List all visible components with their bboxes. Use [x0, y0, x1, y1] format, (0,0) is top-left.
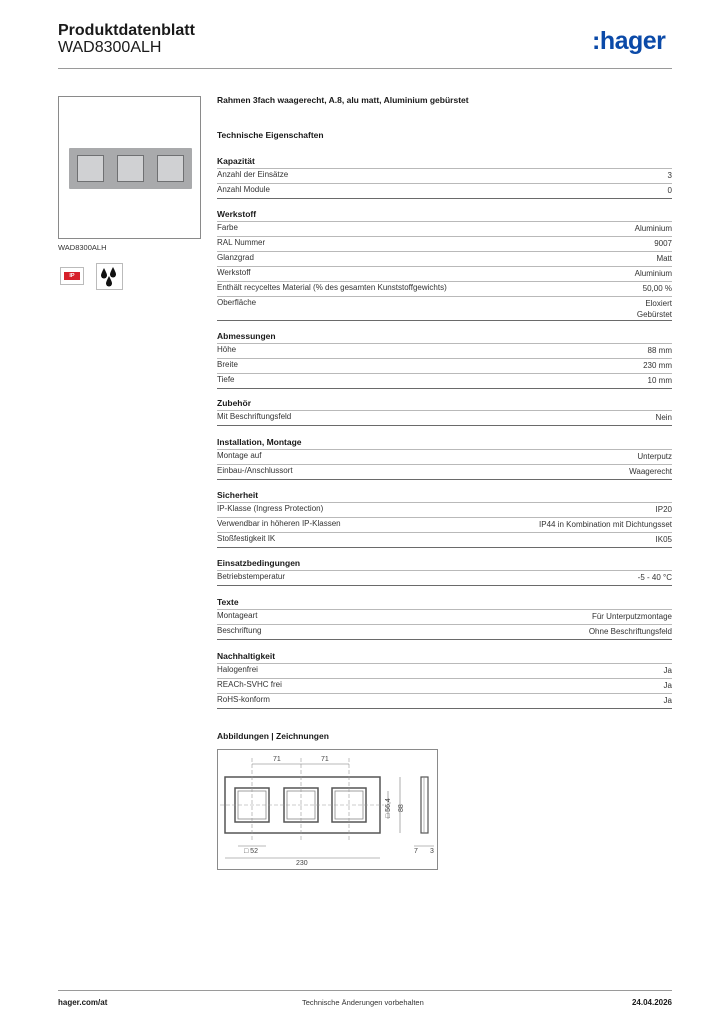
spec-value: IK05 — [655, 535, 672, 544]
spec-label: Enthält recyceltes Material (% des gesamten Kunststoffgewichts) — [217, 283, 447, 292]
frame-outline — [225, 777, 380, 833]
footer-website-link[interactable]: hager.com/at — [58, 998, 108, 1007]
section-title: Zubehör — [217, 398, 251, 408]
spec-value: Ja — [663, 696, 672, 705]
product-code: WAD8300ALH — [58, 39, 162, 56]
frame-illustration — [69, 148, 192, 189]
spec-row — [217, 221, 672, 236]
spec-value: Matt — [656, 254, 672, 263]
spec-value: 9007 — [654, 239, 672, 248]
spec-value: IP20 — [655, 505, 672, 514]
hager-logo: :hager — [592, 27, 666, 55]
spec-value: Für Unterputzmontage — [591, 612, 672, 621]
spec-row — [217, 624, 672, 639]
spec-label: Breite — [217, 360, 238, 369]
spec-label: IP-Klasse (Ingress Protection) — [217, 504, 324, 513]
section-title: Texte — [217, 597, 239, 607]
spec-value: Ohne Beschriftungsfeld — [588, 627, 672, 636]
section-divider — [217, 639, 672, 640]
frame-opening-1 — [77, 155, 104, 182]
spec-value: Ja — [663, 681, 672, 690]
section-title: Kapazität — [217, 156, 255, 166]
spec-value: Ja — [663, 666, 672, 675]
section-divider — [217, 547, 672, 548]
spec-label: Werkstoff — [217, 268, 251, 277]
section-title: Abmessungen — [217, 331, 276, 341]
spec-value: Aluminium — [634, 269, 672, 278]
frame-opening-2 — [117, 155, 144, 182]
spec-value: Nein — [655, 413, 672, 422]
spec-label: Höhe — [217, 345, 237, 354]
dimension-drawing — [217, 749, 438, 870]
spec-row — [217, 281, 672, 296]
header-divider — [58, 68, 672, 69]
spec-label: Glanzgrad — [217, 253, 254, 262]
spec-value: 230 mm — [643, 361, 672, 370]
spec-row — [217, 296, 672, 320]
spec-value: 3 — [667, 171, 672, 180]
spec-row — [217, 663, 672, 678]
spec-row — [217, 517, 672, 532]
spec-label: REACh-SVHC frei — [217, 680, 282, 689]
spec-label: RoHS-konform — [217, 695, 270, 704]
drawing-title: Abbildungen | Zeichnungen — [217, 731, 329, 741]
spec-value: Eloxiert Gebürstet — [636, 299, 672, 319]
spec-label: Montage auf — [217, 451, 262, 460]
spec-label: Oberfläche — [217, 298, 257, 307]
section-title: Sicherheit — [217, 490, 259, 500]
dim-inner-height: □ 56,4 — [385, 798, 392, 818]
spec-row — [217, 236, 672, 251]
spec-label: Einbau-/Anschlussort — [217, 466, 293, 475]
spec-label: Farbe — [217, 223, 238, 232]
dim-pitch-1: 71 — [273, 756, 281, 763]
section-divider — [217, 198, 672, 199]
spec-label: Anzahl Module — [217, 185, 270, 194]
spec-row — [217, 373, 672, 388]
spec-row — [217, 168, 672, 183]
ip-badge-label: IP — [64, 272, 80, 280]
spec-value: Waagerecht — [629, 467, 672, 476]
dim-depth-1: 7 — [414, 848, 418, 855]
spec-row — [217, 570, 672, 585]
product-description: Rahmen 3fach waagerecht, A.8, alu matt, Aluminium gebürstet — [217, 95, 469, 105]
section-title: Nachhaltigkeit — [217, 651, 276, 661]
section-divider — [217, 425, 672, 426]
dim-width: 230 — [296, 860, 308, 867]
spec-label: Montageart — [217, 611, 258, 620]
spec-row — [217, 609, 672, 624]
product-image — [58, 96, 201, 239]
spec-value: Aluminium — [634, 224, 672, 233]
spec-label: Tiefe — [217, 375, 235, 384]
spec-label: Verwendbar in höheren IP-Klassen — [217, 519, 341, 528]
spec-label: Beschriftung — [217, 626, 262, 635]
document-title: Produktdatenblatt — [58, 22, 195, 39]
drawing-svg — [218, 750, 439, 871]
dim-inner-width: □ 52 — [244, 848, 258, 855]
spec-label: Mit Beschriftungsfeld — [217, 412, 292, 421]
section-title: Installation, Montage — [217, 437, 302, 447]
spec-label: Anzahl der Einsätze — [217, 170, 289, 179]
spec-value: -5 - 40 °C — [637, 573, 672, 582]
tech-properties-title: Technische Eigenschaften — [217, 130, 324, 140]
spec-label: RAL Nummer — [217, 238, 266, 247]
spec-row — [217, 251, 672, 266]
water-drops-icon — [96, 263, 123, 290]
product-image-caption: WAD8300ALH — [58, 243, 107, 252]
spec-row — [217, 449, 672, 464]
spec-row — [217, 343, 672, 358]
side-view — [421, 777, 428, 833]
spec-label: Betriebstemperatur — [217, 572, 286, 581]
spec-value: 10 mm — [647, 376, 672, 385]
spec-label: Halogenfrei — [217, 665, 258, 674]
dim-height: 88 — [398, 804, 405, 812]
section-divider — [217, 708, 672, 709]
spec-value: IP44 in Kombination mit Dichtungsset — [539, 520, 672, 529]
spec-row — [217, 502, 672, 517]
footer-divider — [58, 990, 672, 991]
spec-label: Stoßfestigkeit IK — [217, 534, 276, 543]
spec-row — [217, 464, 672, 479]
section-divider — [217, 388, 672, 389]
ip-badge-icon — [60, 267, 84, 285]
footer-date: 24.04.2026 — [631, 998, 672, 1007]
spec-value: 88 mm — [647, 346, 672, 355]
dim-depth-2: 3 — [430, 848, 434, 855]
dim-pitch-2: 71 — [321, 756, 329, 763]
spec-row — [217, 183, 672, 198]
frame-opening-3 — [157, 155, 184, 182]
section-divider — [217, 320, 672, 321]
spec-value: 0 — [667, 186, 672, 195]
spec-row — [217, 678, 672, 693]
footer-disclaimer: Technische Änderungen vorbehalten — [302, 998, 424, 1007]
spec-row — [217, 693, 672, 708]
section-title: Werkstoff — [217, 209, 257, 219]
section-title: Einsatzbedingungen — [217, 558, 301, 568]
section-divider — [217, 585, 672, 586]
spec-row — [217, 358, 672, 373]
spec-value: Unterputz — [637, 452, 672, 461]
spec-row — [217, 532, 672, 547]
spec-row — [217, 266, 672, 281]
section-divider — [217, 479, 672, 480]
spec-row — [217, 410, 672, 425]
spec-value: 50,00 % — [642, 284, 672, 293]
